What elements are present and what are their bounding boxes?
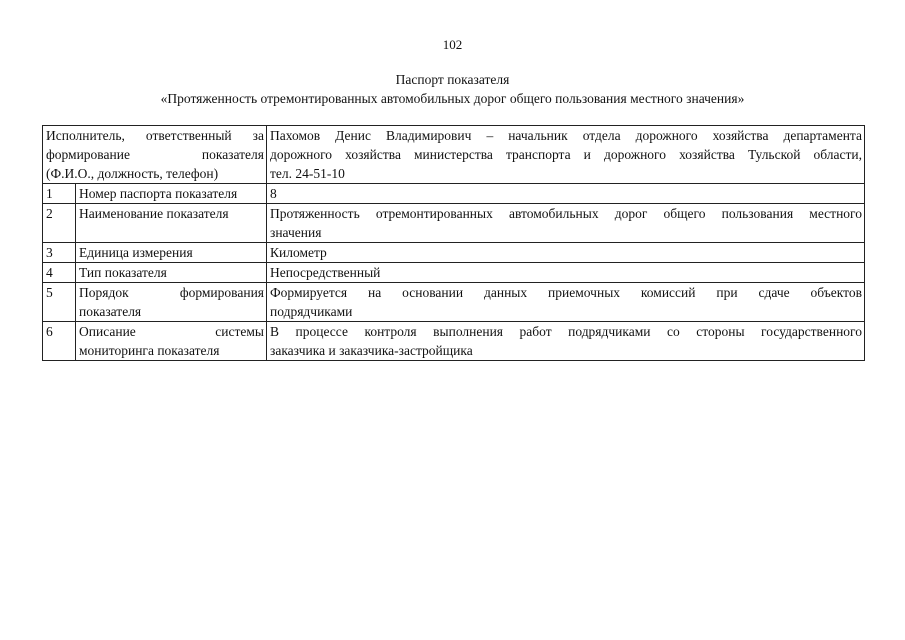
row-label-line: Наименование показателя (79, 206, 229, 221)
document-title (0, 70, 905, 108)
row-value-line: Километр (270, 245, 327, 260)
executor-label-line: формирование показателя (46, 147, 264, 162)
row-label-line: мониторинга показателя (79, 343, 220, 358)
row-value (267, 184, 865, 204)
executor-value-cell (267, 126, 865, 184)
row-value (267, 204, 865, 243)
row-number: 2 (43, 204, 76, 243)
row-label-line: Порядок формирования (79, 285, 264, 300)
row-value-line: подрядчиками (270, 304, 353, 319)
table-row (43, 243, 865, 263)
row-value-line: В процессе контроля выполнения работ подрядчиками со стороны государственного (270, 324, 862, 339)
executor-value-line: дорожного хозяйства министерства транспорта и дорожного хозяйства Тульской области, (270, 147, 862, 162)
row-label (76, 204, 267, 243)
row-value (267, 283, 865, 322)
table-row (43, 184, 865, 204)
row-label (76, 263, 267, 283)
row-value (267, 322, 865, 361)
table-row (43, 283, 865, 322)
row-label (76, 322, 267, 361)
row-label-line: Тип показателя (79, 265, 167, 280)
row-label (76, 243, 267, 263)
row-number: 1 (43, 184, 76, 204)
executor-value-line: Пахомов Денис Владимирович – начальник отдела дорожного хозяйства департамента (270, 128, 862, 143)
executor-label-line: Исполнитель, ответственный за (46, 128, 264, 143)
row-number: 6 (43, 322, 76, 361)
row-label (76, 184, 267, 204)
row-value (267, 243, 865, 263)
title-line-1: Паспорт показателя (395, 72, 510, 87)
row-number: 5 (43, 283, 76, 322)
row-label-line: Единица измерения (79, 245, 193, 260)
row-label-line: Описание системы (79, 324, 264, 339)
title-line-2: «Протяженность отремонтированных автомобильных дорог общего пользования местного значения» (160, 91, 745, 106)
page-number: 102 (442, 37, 463, 52)
row-number: 4 (43, 263, 76, 283)
row-value (267, 263, 865, 283)
executor-label-cell (43, 126, 267, 184)
executor-value-line: тел. 24-51-10 (270, 166, 345, 181)
passport-table (42, 125, 865, 361)
table-row (43, 263, 865, 283)
table-row (43, 322, 865, 361)
row-value-line: Непосредственный (270, 265, 381, 280)
row-label (76, 283, 267, 322)
table-row-executor (43, 126, 865, 184)
executor-label-line: (Ф.И.О., должность, телефон) (46, 166, 219, 181)
row-value-line: 8 (270, 186, 277, 201)
row-number: 3 (43, 243, 76, 263)
row-value-line: Формируется на основании данных приемочных комиссий при сдаче объектов (270, 285, 862, 300)
table-row (43, 204, 865, 243)
row-value-line: значения (270, 225, 322, 240)
row-value-line: заказчика и заказчика-застройщика (270, 343, 473, 358)
row-value-line: Протяженность отремонтированных автомобильных дорог общего пользования местного (270, 206, 862, 221)
row-label-line: показателя (79, 304, 142, 319)
row-label-line: Номер паспорта показателя (79, 186, 238, 201)
